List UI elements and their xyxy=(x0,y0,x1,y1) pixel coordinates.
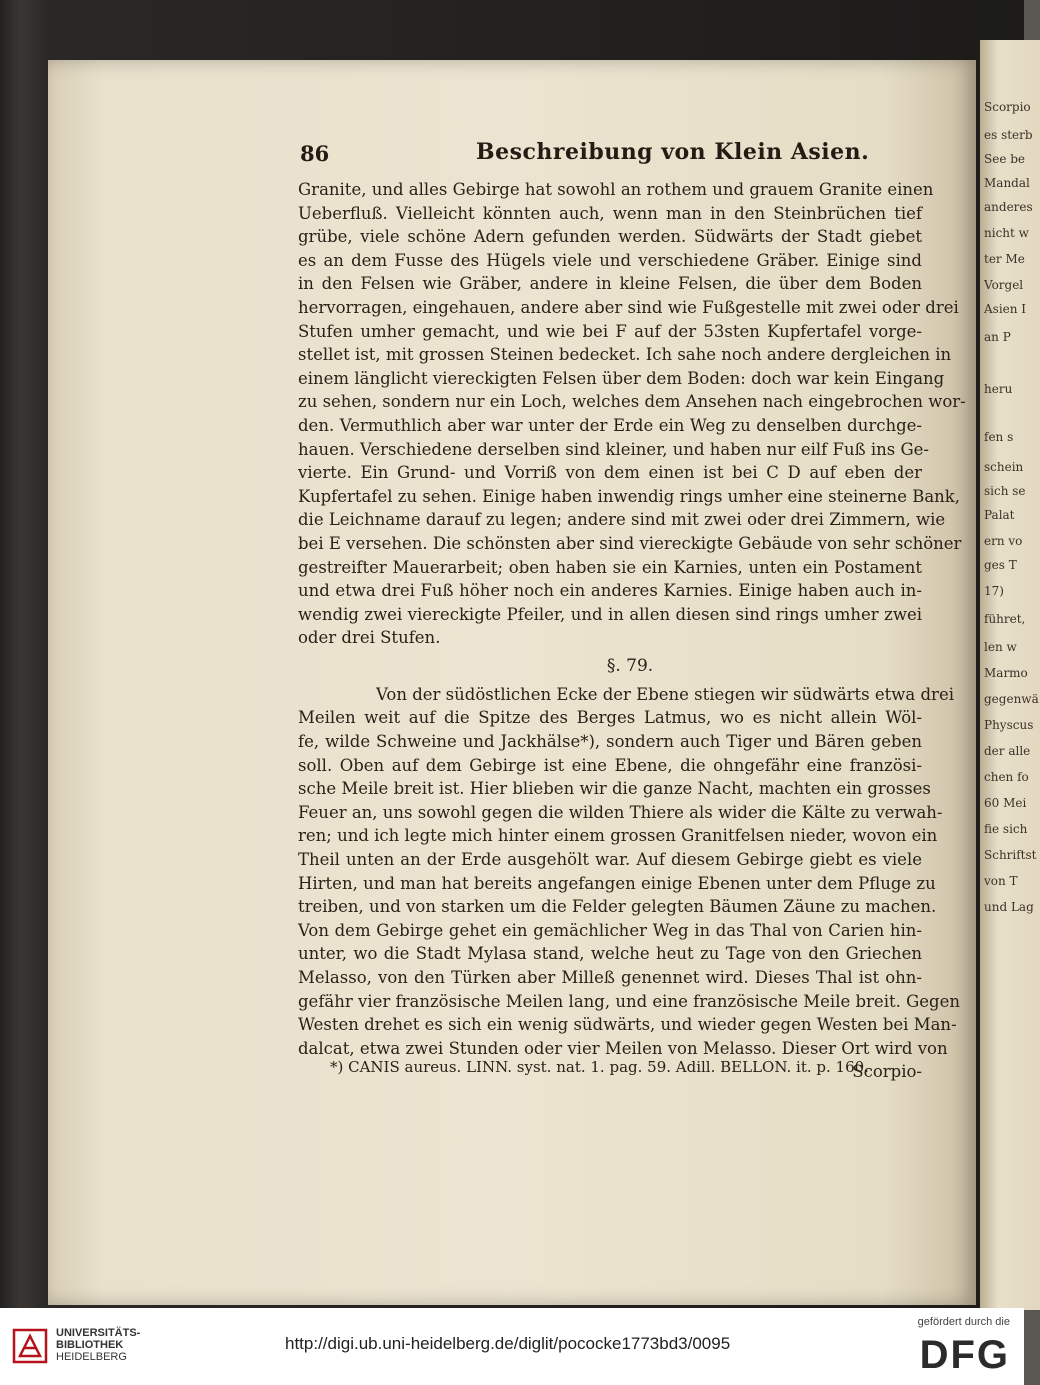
text-line: Hirten, und man hat bereits angefangen einige Ebenen unter dem Pfluge zu xyxy=(298,873,936,893)
text-line: Feuer an, uns sowohl gegen die wilden Thiere als wider die Kälte zu verwah- xyxy=(298,802,943,822)
adjacent-page-fragment: nicht w xyxy=(984,226,1029,240)
section-heading: §. 79. xyxy=(606,655,654,676)
text-line: und etwa drei Fuß höher noch ein anderes Karnies. Einige haben auch in- xyxy=(298,581,922,601)
adjacent-page-fragment: Palat xyxy=(984,508,1015,522)
page-number: 86 xyxy=(300,141,330,166)
adjacent-page-fragment: schein xyxy=(984,460,1024,474)
text-line: dalcat, etwa zwei Stunden oder vier Meilen von Melasso. Dieser Ort wird von xyxy=(298,1038,948,1058)
text-line: Granite, und alles Gebirge hat sowohl an rothem und grauem Granite einen xyxy=(298,180,934,199)
body-text xyxy=(298,178,966,1083)
text-line: Kupfertafel zu sehen. Einige haben inwendig rings umher eine steinerne Bank, xyxy=(298,486,961,506)
text-line: die Leichname darauf zu legen; andere sind mit zwei oder drei Zimmern, wie xyxy=(298,510,946,530)
adjacent-page-fragment: heru xyxy=(984,382,1013,396)
text-line: stellet ist, mit grossen Steinen bedecket. Ich sahe noch andere dergleichen in xyxy=(298,345,952,365)
text-line: hervorragen, eingehauen, andere aber sind wie Fußgestelle mit zwei oder drei xyxy=(298,297,959,317)
footnote: *) CANIS aureus. LINN. syst. nat. 1. pag. 59. Adill. BELLON. it. p. 160. xyxy=(330,1058,869,1076)
adjacent-page-fragment: See be xyxy=(984,152,1026,166)
adjacent-page-fragment: Scorpio xyxy=(984,100,1031,114)
text-line: Ueberfluß. Vielleicht könnten auch, wenn man in den Steinbrüchen tief xyxy=(298,203,922,223)
text-line: gefähr vier französische Meilen lang, und eine französische Meile breit. Gegen xyxy=(298,991,960,1011)
text-line: einem länglicht viereckigten Felsen über dem Boden: doch war kein Eingang xyxy=(298,368,945,388)
adjacent-page-fragment: 60 Mei xyxy=(984,796,1027,810)
adjacent-page-fragment: führet, xyxy=(984,612,1026,626)
text-line: bei E versehen. Die schönsten aber sind viereckigte Gebäude von sehr schöner xyxy=(298,533,962,553)
adjacent-page-fragment: Mandal xyxy=(984,176,1030,190)
adjacent-page-fragment: len w xyxy=(984,640,1017,654)
adjacent-page-fragment: sich se xyxy=(984,484,1026,498)
text-line: ren; und ich legte mich hinter einem grossen Granitfelsen nieder, wovon ein xyxy=(298,826,938,846)
text-line: unter, wo die Stadt Mylasa stand, welche heut zu Tage von den Griechen xyxy=(298,944,922,964)
adjacent-page-fragment: es sterb xyxy=(984,128,1033,142)
adjacent-page-fragment: fen s xyxy=(984,430,1014,444)
text-line: treiben, und von starken um die Felder gelegten Bäumen Zäune zu machen. xyxy=(298,897,937,917)
university-name xyxy=(56,1327,140,1363)
text-line: Von dem Gebirge gehet ein gemächlicher Weg in das Thal von Carien hin- xyxy=(298,920,922,940)
adjacent-page-fragment: und Lag xyxy=(984,900,1034,914)
adjacent-page-fragment: Physcus xyxy=(984,718,1034,732)
text-line: in den Felsen wie Gräber, andere in kleine Felsen, die über dem Boden xyxy=(298,274,922,294)
text-line: sche Meile breit ist. Hier blieben wir die ganze Nacht, machten ein grosses xyxy=(298,779,931,799)
permalink[interactable]: http://digi.ub.uni-heidelberg.de/diglit/pococke1773bd3/0095 xyxy=(285,1334,731,1353)
paragraph-part-2 xyxy=(298,683,960,1061)
adjacent-page-fragment: Schriftst xyxy=(984,848,1037,862)
adjacent-page-fragment: Asien I xyxy=(984,302,1027,316)
running-title: Beschreibung von Klein Asien. xyxy=(476,139,870,165)
paragraph-part-1 xyxy=(298,178,966,650)
adjacent-page-fragment: ter Me xyxy=(984,252,1025,266)
adjacent-page-fragment: anderes xyxy=(984,200,1033,214)
text-line: Meilen weit auf die Spitze des Berges Latmus, wo es nicht allein Wöl- xyxy=(298,708,922,728)
adjacent-page-fragment: Marmo xyxy=(984,666,1028,680)
text-line: oder drei Stufen. xyxy=(298,628,441,648)
university-logo-icon xyxy=(12,1328,48,1364)
adjacent-page-fragment: an P xyxy=(984,330,1011,344)
text-line: vierte. Ein Grund- und Vorriß von dem einen ist bei C D auf eben der xyxy=(298,463,922,483)
catchword: Scorpio- xyxy=(852,1062,922,1082)
adjacent-page-fragment: der alle xyxy=(984,744,1031,758)
funder-caption: gefördert durch die xyxy=(917,1316,1010,1328)
text-line: es an dem Fusse des Hügels viele und verschiedene Gräber. Einige sind xyxy=(298,250,922,270)
adjacent-page-fragment: chen fo xyxy=(984,770,1029,784)
text-line: grübe, viele schöne Adern gefunden werden. Südwärts der Stadt giebet xyxy=(298,227,922,247)
text-line: zu sehen, sondern nur ein Loch, welches dem Ansehen nach eingebrochen wor- xyxy=(298,392,966,412)
adjacent-page-fragment: gegenwä xyxy=(984,692,1039,706)
text-line: wendig zwei viereckigte Pfeiler, und in allen diesen sind rings umher zwei xyxy=(298,604,922,624)
adjacent-page-fragment: ern vo xyxy=(984,534,1023,548)
adjacent-page-fragment: Vorgel xyxy=(984,278,1024,292)
text-line: soll. Oben auf dem Gebirge ist eine Ebene, die ohngefähr eine französi- xyxy=(298,755,922,775)
text-line: Theil unten an der Erde ausgehölt war. Auf diesem Gebirge giebt es viele xyxy=(298,850,922,870)
text-line: Stufen umher gemacht, und wie bei F auf der 53sten Kupfertafel vorge- xyxy=(298,321,922,341)
adjacent-page-edge xyxy=(980,40,1040,1310)
text-line: Westen drehet es sich ein wenig südwärts, und wieder gegen Westen bei Man- xyxy=(298,1015,957,1035)
text-line: hauen. Verschiedene derselben sind kleiner, und haben nur eilf Fuß ins Ge- xyxy=(298,439,929,459)
adjacent-page-fragment: 17) xyxy=(984,584,1004,598)
institution-line-2: BIBLIOTHEK xyxy=(56,1339,124,1351)
page-header xyxy=(300,135,920,175)
adjacent-page-fragment: fie sich xyxy=(984,822,1028,836)
adjacent-page-fragment: ges T xyxy=(984,558,1017,572)
text-line: fe, wilde Schweine und Jackhälse*), sondern auch Tiger und Bären geben xyxy=(298,732,922,752)
text-line: den. Vermuthlich aber war unter der Erde ein Weg zu denselben durchge- xyxy=(298,415,922,435)
institution-line-3: HEIDELBERG xyxy=(56,1351,127,1363)
text-line: gestreifter Mauerarbeit; oben haben sie ein Karnies, unten ein Postament xyxy=(298,557,922,577)
viewer-footer xyxy=(0,1308,1024,1385)
dfg-logo: DFG xyxy=(919,1333,1010,1377)
adjacent-page-fragment: von T xyxy=(984,874,1018,888)
text-line: Melasso, von den Türken aber Milleß genennet wird. Dieses Thal ist ohn- xyxy=(298,968,922,987)
text-line: Von der südöstlichen Ecke der Ebene stiegen wir südwärts etwa drei xyxy=(376,684,954,704)
institution-line-1: UNIVERSITÄTS- xyxy=(56,1327,141,1339)
